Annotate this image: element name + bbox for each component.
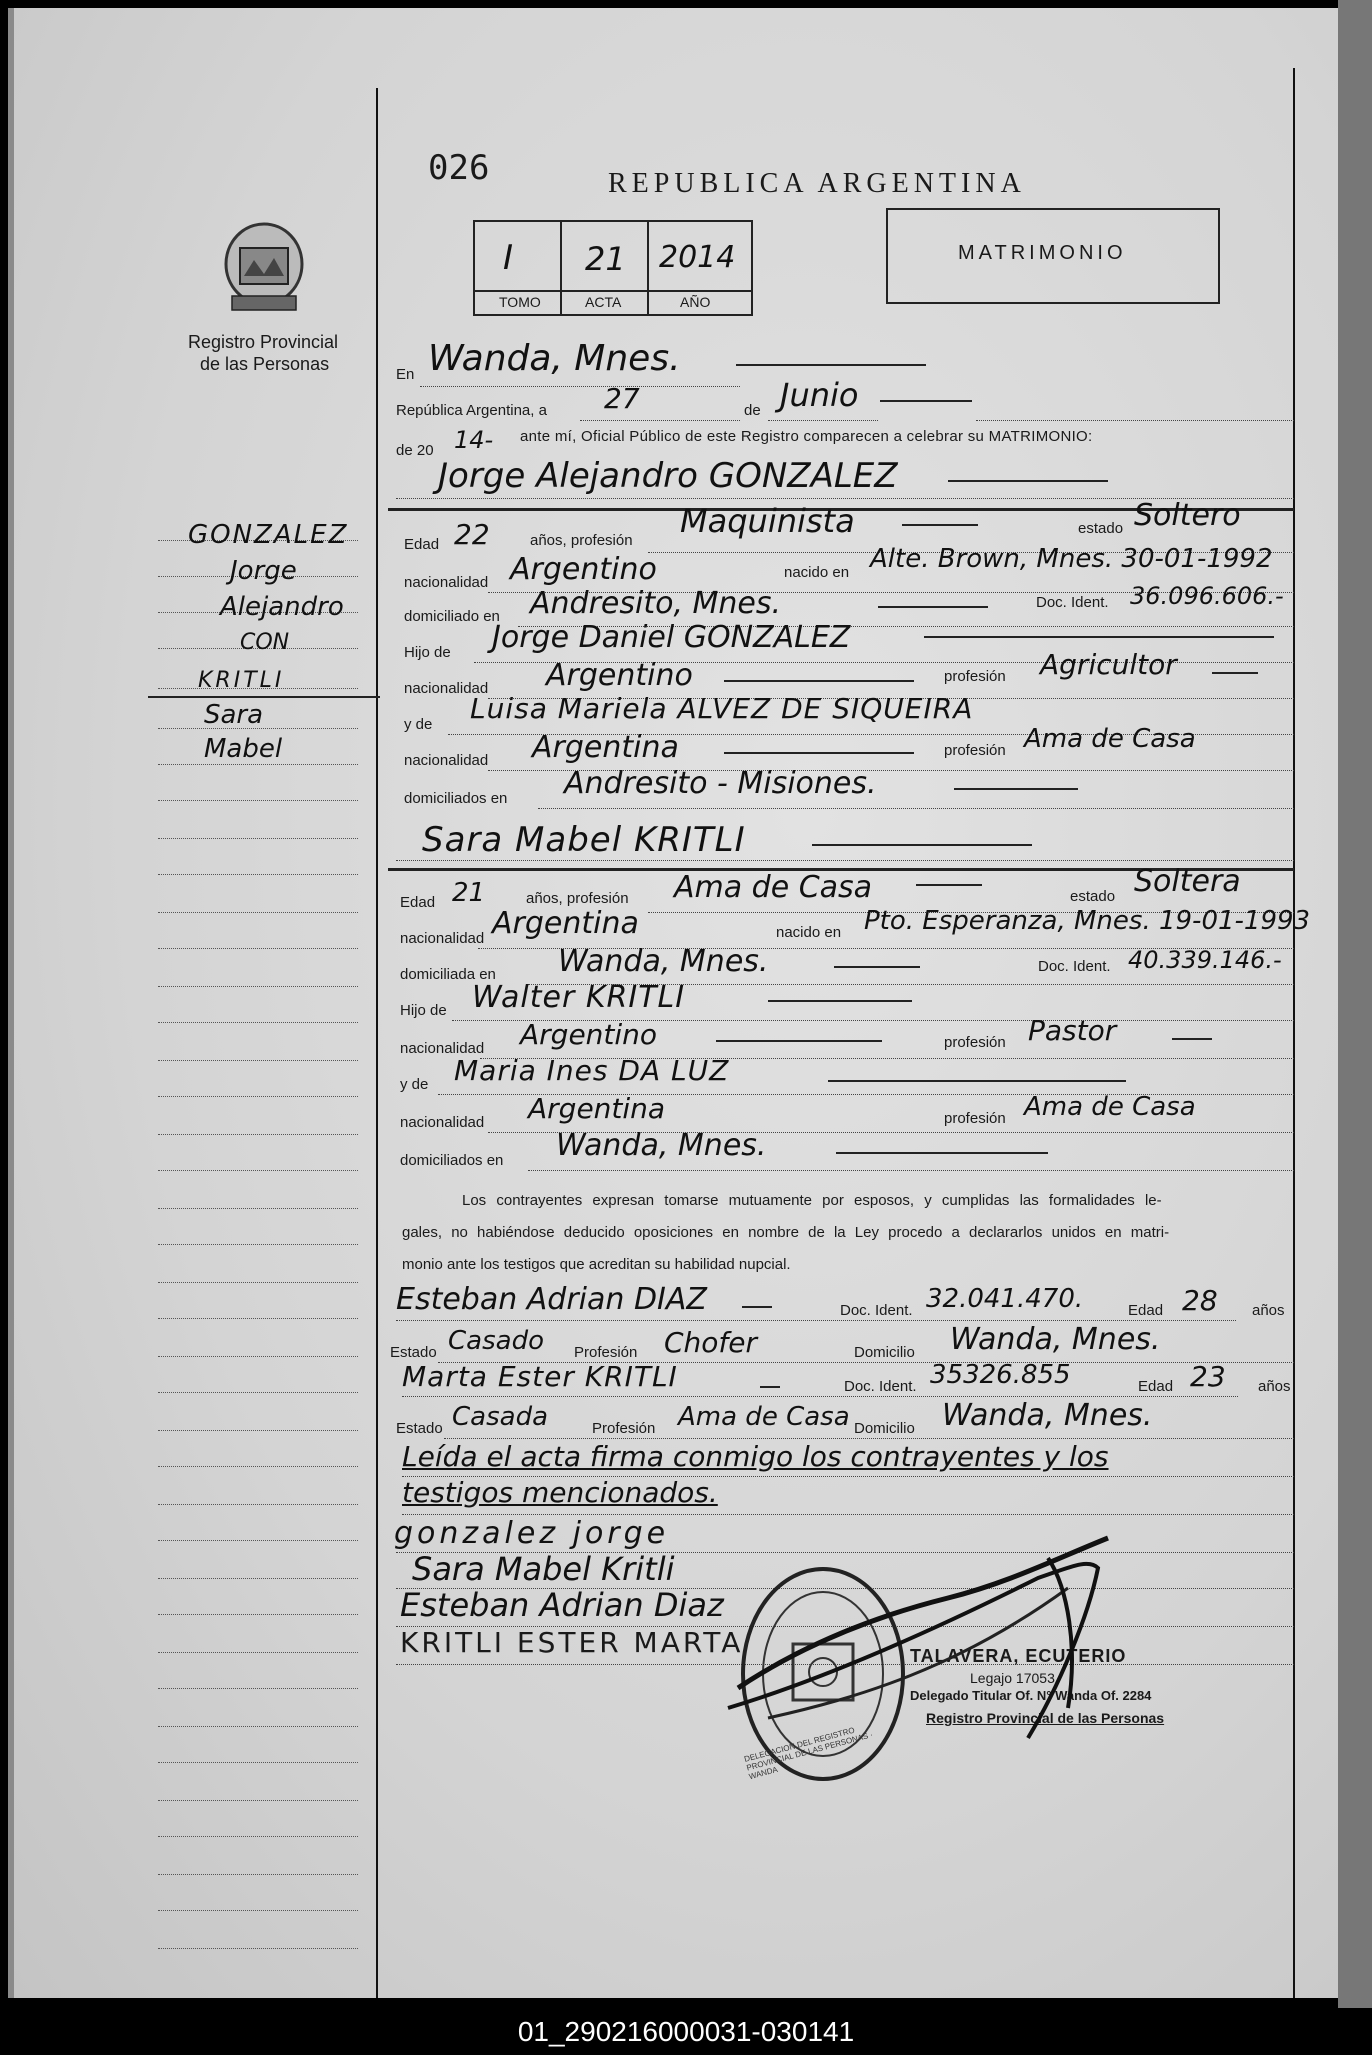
- groom-domicile: Andresito, Mnes.: [530, 586, 782, 621]
- acta-label: ACTA: [585, 294, 622, 310]
- day: 27: [604, 382, 640, 415]
- bride-father-profession: Pastor: [1028, 1014, 1117, 1047]
- witness2-prof-label: Profesión: [592, 1420, 656, 1437]
- bride-mother-prof-label: profesión: [944, 1110, 1006, 1127]
- declaration-line3: monio ante los testigos que acreditan su habilidad nupcial.: [402, 1256, 791, 1273]
- month-fill: [880, 400, 972, 402]
- groom-signature: gonzalez jorge: [394, 1516, 670, 1551]
- document-page: [8, 8, 1338, 1998]
- witness2-doc-label: Doc. Ident.: [844, 1378, 917, 1395]
- day-line: [580, 420, 740, 421]
- declaration-line2: gales, no habiéndose deducido oposiciones en nombre de la Ley procedo a declararlos unidos en matri-: [402, 1224, 1170, 1241]
- groom-mother-prof-label: profesión: [944, 742, 1006, 759]
- groom-nat-label: nacionalidad: [404, 574, 489, 591]
- bride-line8: [528, 1170, 1294, 1171]
- bride-estado-label: estado: [1070, 888, 1116, 905]
- witness1-signature: Esteban Adrian Diaz: [400, 1586, 724, 1624]
- closing-dots2: [402, 1514, 1294, 1515]
- official-name: TALAVERA, ECUTERIO: [910, 1646, 1127, 1666]
- witness1-doc-label: Doc. Ident.: [840, 1302, 913, 1319]
- en-label: En: [396, 366, 415, 383]
- margin-note-divider: [148, 696, 380, 698]
- de-label: de: [744, 402, 761, 419]
- bride-yde-label: y de: [400, 1076, 429, 1093]
- groom-dom-fill: [878, 606, 988, 608]
- bride-prof-fill: [916, 884, 982, 886]
- bride-estado: Soltera: [1134, 864, 1241, 899]
- groom-father-nat-fill: [724, 680, 914, 682]
- republica-label: República Argentina, a: [396, 402, 547, 419]
- margin-note-con: CON: [240, 630, 290, 655]
- witness1-dom-label: Domicilio: [854, 1344, 915, 1361]
- groom-parents-fill: [954, 788, 1078, 790]
- witness1-anos-label: años: [1252, 1302, 1285, 1319]
- margin-note-groom-name1: Jorge: [230, 556, 297, 586]
- groom-line8: [538, 808, 1294, 809]
- year-suffix: 14-: [454, 426, 494, 454]
- page-number: 026: [428, 148, 490, 188]
- groom-name: Jorge Alejandro GONZALEZ: [438, 456, 898, 496]
- right-rule: [1293, 68, 1295, 1998]
- witness2-dom-label: Domicilio: [854, 1420, 915, 1437]
- bride-mother-nationality: Argentina: [528, 1092, 666, 1125]
- groom-profession: Maquinista: [680, 502, 855, 540]
- bride-born: Pto. Esperanza, Mnes. 19-01-1993: [864, 906, 1311, 936]
- tomo-label: TOMO: [499, 294, 541, 310]
- witness1-domicile: Wanda, Mnes.: [950, 1322, 1161, 1357]
- margin-note-groom-surname: GONZALEZ: [188, 520, 349, 550]
- bride-age: 21: [452, 878, 486, 908]
- groom-estado: Soltero: [1134, 498, 1241, 533]
- opening-statement: ante mí, Oficial Público de este Registro comparecen a celebrar su MATRIMONIO:: [520, 428, 1093, 445]
- bride-father-fill: [768, 1000, 912, 1002]
- year-prefix: de 20: [396, 442, 434, 459]
- groom-age: 22: [454, 518, 490, 551]
- bride-parents-dom-label: domiciliados en: [400, 1152, 504, 1169]
- bride-edad-label: Edad: [400, 894, 436, 911]
- bride-mother: Maria Ines DA LUZ: [454, 1054, 730, 1087]
- groom-parents-domicile: Andresito - Misiones.: [564, 766, 877, 801]
- witness2-line2: [444, 1438, 1294, 1439]
- witness2-signature: KRITLI ESTER MARTA: [400, 1626, 744, 1659]
- groom-father-prof-label: profesión: [944, 668, 1006, 685]
- bride-dom-label: domiciliada en: [400, 966, 496, 983]
- witness1-line1: [396, 1320, 1236, 1321]
- anio-value: 2014: [659, 240, 736, 275]
- bride-parents-domicile: Wanda, Mnes.: [556, 1128, 767, 1163]
- agency-line1: Registro Provincial: [188, 332, 339, 352]
- groom-dom-label: domiciliado en: [404, 608, 500, 625]
- groom-mother-nationality: Argentina: [532, 730, 679, 765]
- bride-nat-label: nacionalidad: [400, 930, 485, 947]
- bride-nacido-label: nacido en: [776, 924, 842, 941]
- margin-note-bride-name2: Mabel: [204, 734, 283, 764]
- bride-name-line: [396, 860, 1294, 861]
- bride-dom-fill: [834, 966, 920, 968]
- groom-doc: 36.096.606.-: [1130, 582, 1284, 610]
- closing-line1: Leída el acta firma conmigo los contrayentes y los: [402, 1440, 1109, 1473]
- witness2-age: 23: [1190, 1360, 1226, 1393]
- bride-profession: Ama de Casa: [674, 870, 873, 905]
- agency-line2: de las Personas: [200, 354, 330, 374]
- groom-father: Jorge Daniel GONZALEZ: [492, 620, 851, 655]
- witness1-name-fill: [742, 1306, 772, 1308]
- margin-note-bride-surname: KRITLI: [198, 668, 285, 693]
- act-type: MATRIMONIO: [958, 242, 1127, 264]
- groom-mother-nat-fill: [724, 752, 914, 754]
- bride-name-fill: [812, 844, 1032, 846]
- groom-nacido-label: nacido en: [784, 564, 850, 581]
- witness2-estado-label: Estado: [396, 1420, 443, 1437]
- bride-parents-fill: [836, 1152, 1048, 1154]
- act-type-box: [886, 208, 1220, 304]
- witness2-name-fill: [760, 1386, 780, 1388]
- closing-line2: testigos mencionados.: [402, 1476, 718, 1509]
- official-legajo: Legajo 17053: [970, 1670, 1055, 1686]
- groom-born: Alte. Brown, Mnes. 30-01-1992: [870, 544, 1273, 574]
- province-seal: [220, 218, 308, 316]
- bride-name: Sara Mabel KRITLI: [422, 820, 746, 860]
- tomo-value: I: [503, 238, 514, 278]
- witness2-doc: 35326.855: [930, 1360, 1071, 1390]
- declaration-line1: Los contrayentes expresan tomarse mutuamente por esposos, y cumplidas las formalidades le-: [462, 1192, 1162, 1209]
- bride-father: Walter KRITLI: [472, 980, 686, 1015]
- groom-parents-dom-label: domiciliados en: [404, 790, 508, 807]
- witness2-anos-label: años: [1258, 1378, 1291, 1395]
- bride-father-nat-fill: [716, 1040, 882, 1042]
- witness1-estado: Casado: [448, 1326, 544, 1356]
- month: Junio: [780, 376, 859, 414]
- groom-father-nationality: Argentino: [546, 658, 693, 693]
- bride-hijo-label: Hijo de: [400, 1002, 447, 1019]
- witness2-line1: [402, 1396, 1238, 1397]
- margin-note-bride-name1: Sara: [204, 700, 264, 730]
- groom-prof-fill: [902, 524, 978, 526]
- official-role: Delegado Titular Of. N° Wanda Of. 2284: [910, 1688, 1152, 1703]
- groom-name-fill: [948, 480, 1108, 482]
- groom-hijo-label: Hijo de: [404, 644, 451, 661]
- bride-signature: Sara Mabel Kritli: [412, 1550, 675, 1588]
- closing-dots1: [402, 1476, 1294, 1477]
- month-fill-dots: [976, 420, 1294, 421]
- bride-mother-fill: [828, 1080, 1126, 1082]
- bride-doc-label: Doc. Ident.: [1038, 958, 1111, 975]
- witness2-profession: Ama de Casa: [678, 1402, 850, 1432]
- groom-mother: Luisa Mariela ALVEZ DE SIQUEIRA: [470, 692, 974, 725]
- place-line: [420, 386, 740, 387]
- witness1-estado-label: Estado: [390, 1344, 437, 1361]
- groom-father-profession: Agricultor: [1040, 648, 1177, 681]
- witness1-profession: Chofer: [664, 1326, 758, 1359]
- bride-father-prof-label: profesión: [944, 1034, 1006, 1051]
- place-fill: [736, 364, 926, 366]
- witness1-edad-label: Edad: [1128, 1302, 1164, 1319]
- groom-nationality: Argentino: [510, 552, 657, 587]
- margin-note-groom-name2: Alejandro: [220, 592, 344, 622]
- groom-mother-profession: Ama de Casa: [1024, 724, 1196, 754]
- bride-mother-profession: Ama de Casa: [1024, 1092, 1196, 1122]
- acta-value: 21: [585, 240, 626, 278]
- witness1-prof-label: Profesión: [574, 1344, 638, 1361]
- groom-estado-label: estado: [1078, 520, 1124, 537]
- witness1-age: 28: [1182, 1284, 1218, 1317]
- bride-nationality: Argentina: [492, 906, 639, 941]
- bride-father-nat-label: nacionalidad: [400, 1040, 485, 1057]
- bride-doc: 40.339.146.-: [1128, 946, 1282, 974]
- witness2-estado: Casada: [452, 1402, 549, 1432]
- official-agency: Registro Provincial de las Personas: [926, 1710, 1165, 1726]
- groom-father-fill: [924, 636, 1274, 638]
- official-signature: [708, 1528, 1128, 1758]
- groom-father-nat-label: nacionalidad: [404, 680, 489, 697]
- witness2-edad-label: Edad: [1138, 1378, 1174, 1395]
- bride-domicile: Wanda, Mnes.: [558, 944, 769, 979]
- groom-doc-label: Doc. Ident.: [1036, 594, 1109, 611]
- groom-yde-label: y de: [404, 716, 433, 733]
- month-line: [768, 420, 878, 421]
- witness2-domicile: Wanda, Mnes.: [942, 1398, 1153, 1433]
- bride-father-prof-fill: [1172, 1038, 1212, 1040]
- book-edge: [1338, 0, 1372, 2010]
- groom-mother-nat-label: nacionalidad: [404, 752, 489, 769]
- margin-rule: [376, 88, 378, 1998]
- binding-edge: [8, 8, 14, 1998]
- bride-mother-nat-label: nacionalidad: [400, 1114, 485, 1131]
- anio-label: AÑO: [680, 294, 711, 310]
- witness1-doc: 32.041.470.: [926, 1284, 1084, 1314]
- groom-anos-label: años, profesión: [530, 532, 633, 549]
- witness1-name: Esteban Adrian DIAZ: [396, 1282, 707, 1317]
- witness2-name: Marta Ester KRITLI: [402, 1360, 678, 1393]
- groom-edad-label: Edad: [404, 536, 440, 553]
- act-reference-box: [473, 220, 753, 316]
- bride-father-nationality: Argentino: [520, 1018, 658, 1051]
- bride-anos-label: años, profesión: [526, 890, 629, 907]
- round-stamp-text: DELEGACION DEL REGISTRO PROVINCIAL DE LAS PERSONAS · WANDA: [743, 1725, 874, 1782]
- groom-father-prof-fill: [1212, 672, 1258, 674]
- file-id-footer: 01_290216000031-030141: [0, 2008, 1372, 2055]
- place: Wanda, Mnes.: [428, 338, 681, 379]
- country-title: REPUBLICA ARGENTINA: [608, 168, 1026, 199]
